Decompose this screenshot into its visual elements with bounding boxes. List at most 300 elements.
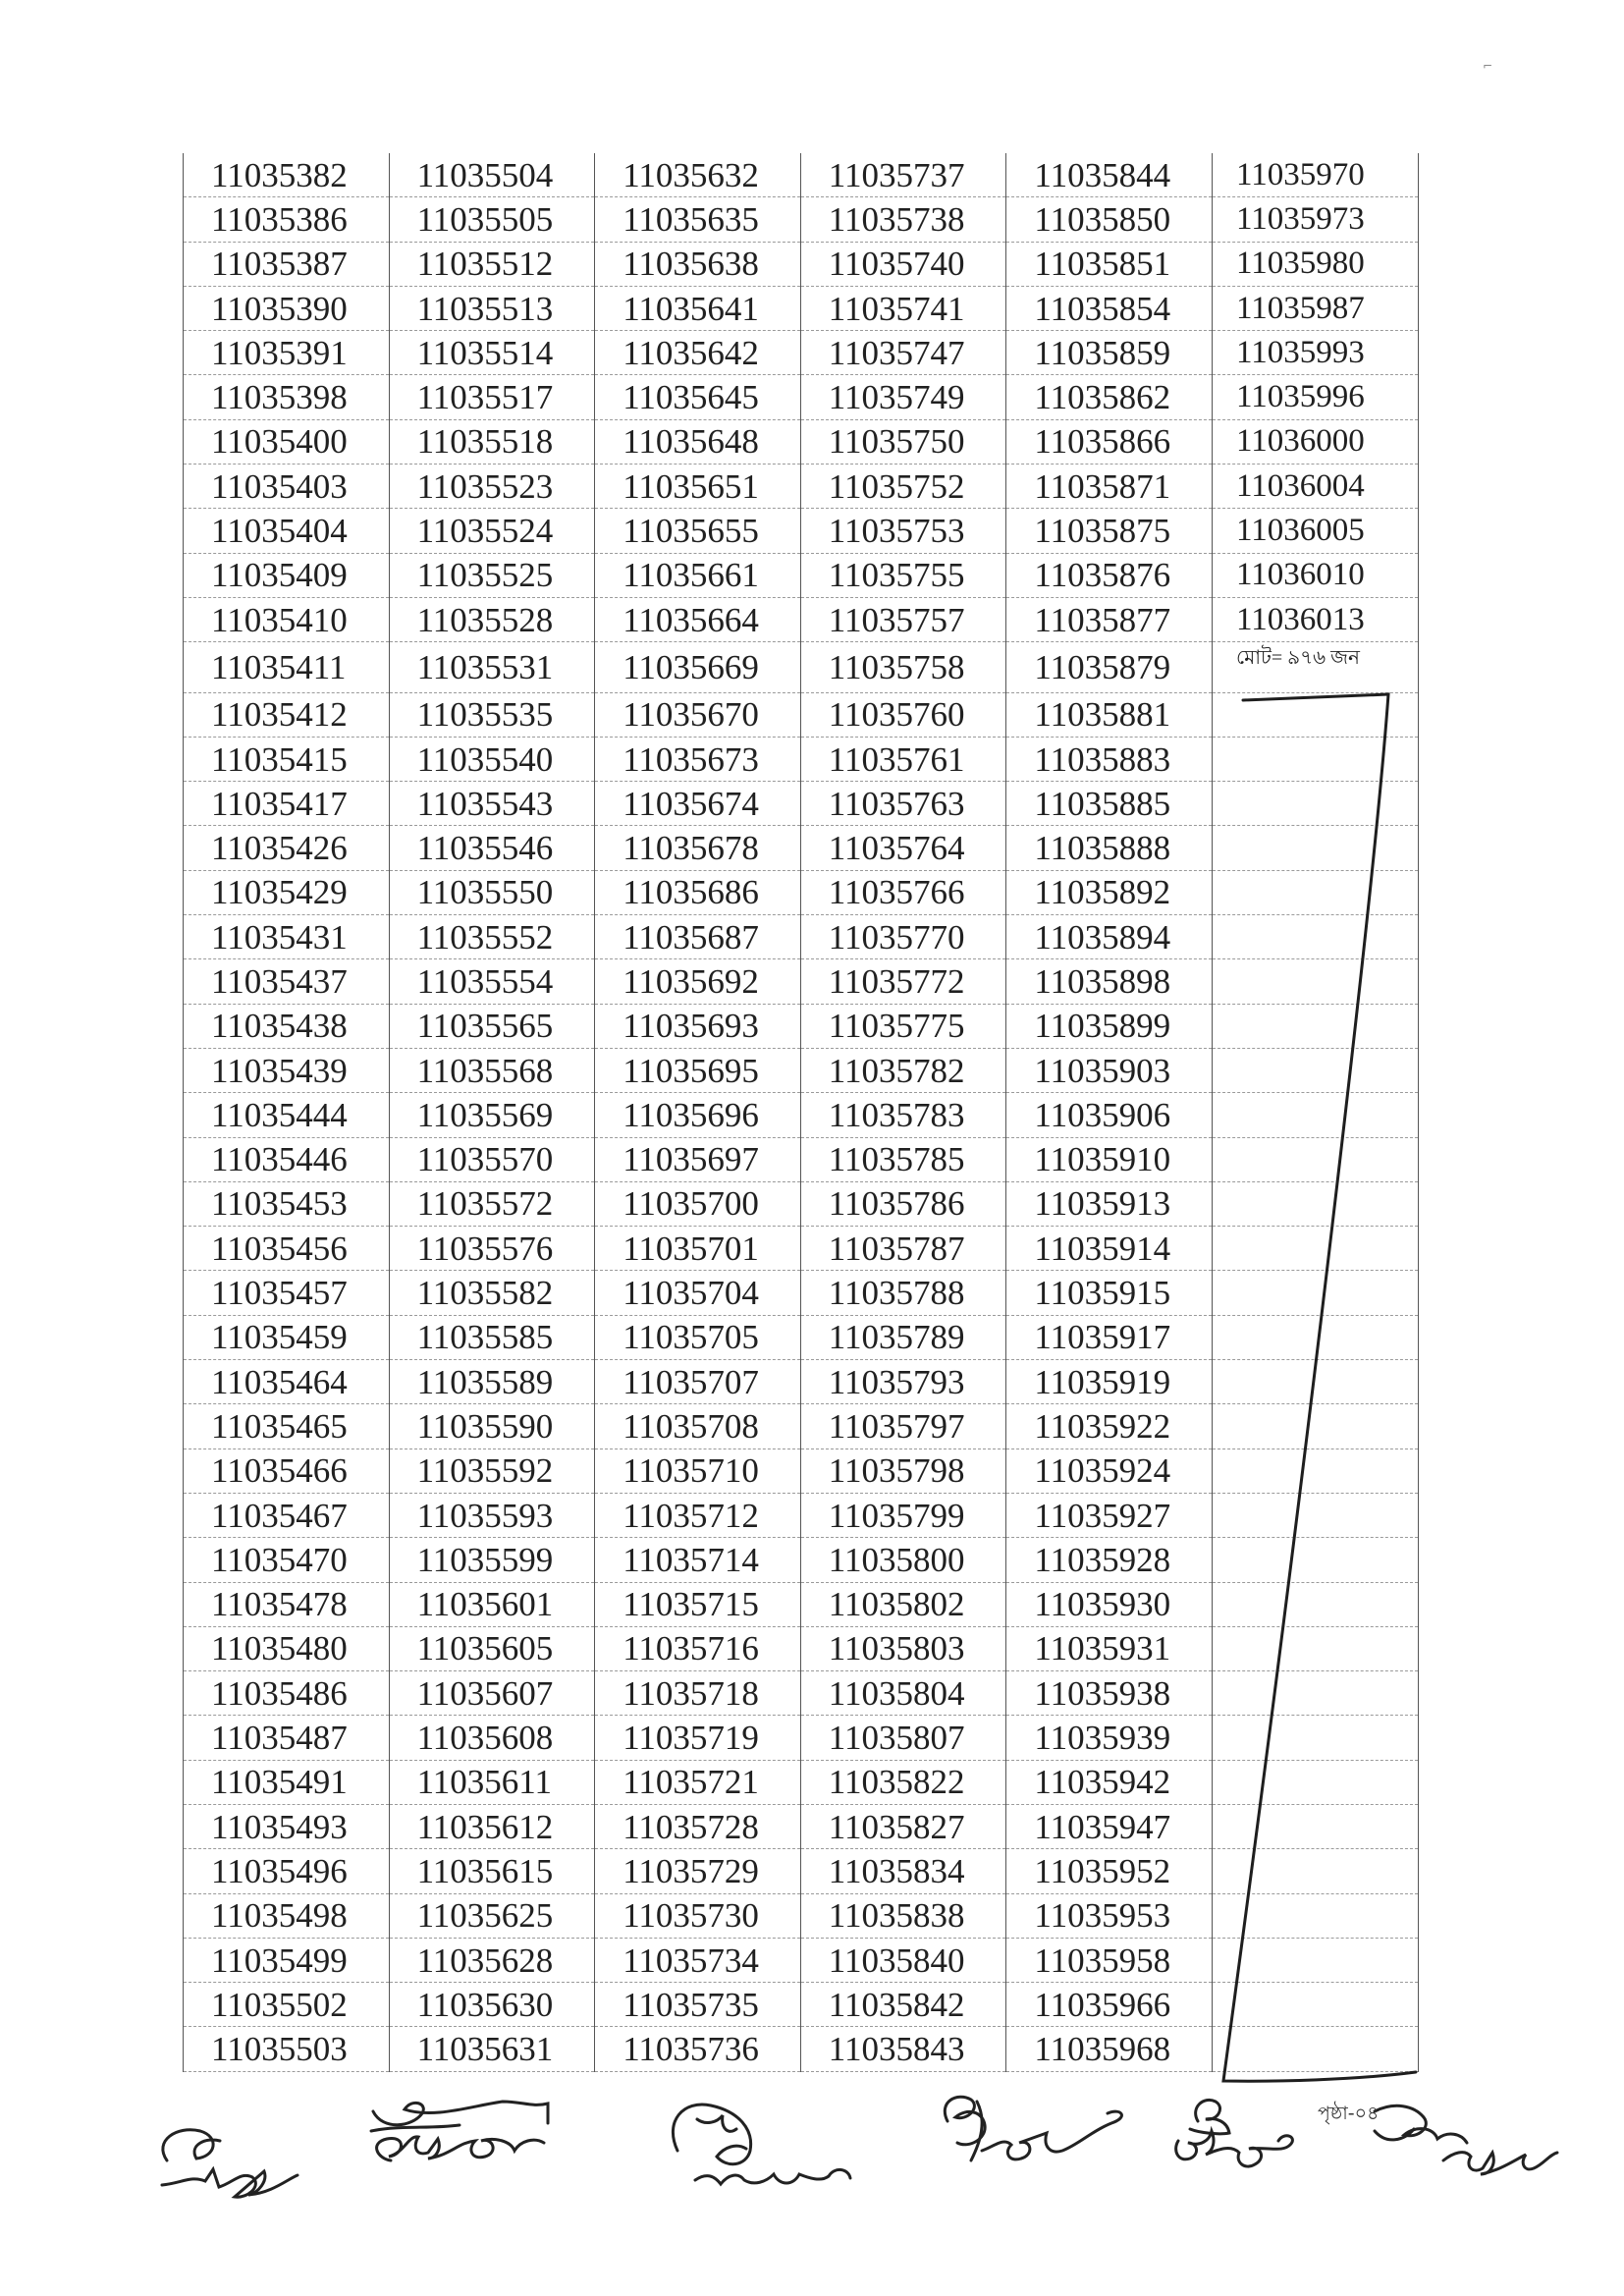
roll-number-cell: 11035410	[184, 597, 390, 641]
roll-number-cell: 11035523	[389, 465, 595, 509]
roll-number-cell: 11035942	[1006, 1760, 1213, 1804]
roll-number-cell: 11036000	[1212, 419, 1418, 464]
roll-number-cell: 11036010	[1212, 553, 1418, 597]
roll-number-cell: 11035554	[389, 959, 595, 1004]
roll-number-cell: 11035980	[1212, 242, 1418, 286]
roll-number-cell: 11035552	[389, 915, 595, 959]
roll-number-cell: 11035459	[184, 1315, 390, 1359]
roll-number-cell: 11035465	[184, 1404, 390, 1449]
roll-number-cell	[1212, 1181, 1418, 1226]
roll-number-cell: 11035585	[389, 1315, 595, 1359]
roll-number-cell: 11035525	[389, 553, 595, 597]
roll-number-cell: 11035862	[1006, 375, 1213, 419]
roll-number-cell: 11035788	[800, 1271, 1006, 1315]
roll-number-cell	[1212, 959, 1418, 1004]
roll-number-cell	[1212, 737, 1418, 781]
roll-number-cell: 11035669	[595, 642, 801, 692]
roll-number-cell: 11035569	[389, 1093, 595, 1137]
roll-number-cell: 11035628	[389, 1938, 595, 1982]
table-row	[184, 1137, 1419, 1181]
roll-number-cell: 11035707	[595, 1360, 801, 1404]
table-row	[184, 782, 1419, 826]
roll-number-cell: 11035914	[1006, 1227, 1213, 1271]
table-row	[184, 1582, 1419, 1626]
roll-number-cell: 11035467	[184, 1493, 390, 1537]
roll-number-cell: 11035716	[595, 1626, 801, 1670]
table-row	[184, 1626, 1419, 1670]
roll-number-cell	[1212, 692, 1418, 737]
roll-number-cell: 11035924	[1006, 1449, 1213, 1493]
roll-number-cell: 11035772	[800, 959, 1006, 1004]
roll-number-cell: 11035493	[184, 1804, 390, 1848]
roll-number-cell: 11035641	[595, 286, 801, 330]
roll-number-cell: 11035635	[595, 197, 801, 242]
roll-number-cell: 11035446	[184, 1137, 390, 1181]
table-row	[184, 692, 1419, 737]
roll-number-cell: 11035973	[1212, 197, 1418, 242]
roll-number-cell	[1212, 1626, 1418, 1670]
roll-number-cell: 11035486	[184, 1671, 390, 1716]
roll-number-cell: 11035470	[184, 1538, 390, 1582]
table-row	[184, 419, 1419, 464]
roll-number-cell: 11035700	[595, 1181, 801, 1226]
roll-number-cell: 11035747	[800, 331, 1006, 375]
roll-number-cell: 11035877	[1006, 597, 1213, 641]
roll-number-cell: 11035444	[184, 1093, 390, 1137]
roll-number-cell: 11035850	[1006, 197, 1213, 242]
roll-number-table	[183, 153, 1419, 2072]
table-row	[184, 286, 1419, 330]
roll-number-cell: 11035947	[1006, 1804, 1213, 1848]
roll-number-cell: 11035758	[800, 642, 1006, 692]
roll-number-cell: 11035400	[184, 419, 390, 464]
roll-number-cell: 11035770	[800, 915, 1006, 959]
roll-number-cell	[1212, 1404, 1418, 1449]
roll-number-cell: 11035737	[800, 153, 1006, 197]
roll-number-cell: 11035871	[1006, 465, 1213, 509]
roll-number-cell	[1212, 1893, 1418, 1938]
roll-number-cell: 11035927	[1006, 1493, 1213, 1537]
table-row	[184, 1493, 1419, 1537]
roll-number-cell: 11035696	[595, 1093, 801, 1137]
roll-number-cell: 11035958	[1006, 1938, 1213, 1982]
table-row	[184, 737, 1419, 781]
roll-number-cell: 11035851	[1006, 242, 1213, 286]
roll-number-cell: 11035888	[1006, 826, 1213, 870]
roll-number-cell: 11035931	[1006, 1626, 1213, 1670]
roll-number-cell: 11035783	[800, 1093, 1006, 1137]
roll-number-cell: 11035763	[800, 782, 1006, 826]
table-row	[184, 1360, 1419, 1404]
roll-number-cell: 11035599	[389, 1538, 595, 1582]
roll-number-cell	[1212, 782, 1418, 826]
roll-number-cell	[1212, 1137, 1418, 1181]
roll-number-cell: 11035738	[800, 197, 1006, 242]
roll-number-cell: 11035804	[800, 1671, 1006, 1716]
roll-number-cell: 11035608	[389, 1716, 595, 1760]
roll-number-cell: 11035752	[800, 465, 1006, 509]
roll-number-cell: 11035673	[595, 737, 801, 781]
roll-number-cell: 11035701	[595, 1227, 801, 1271]
roll-number-cell: 11035970	[1212, 153, 1418, 197]
roll-number-cell: 11035753	[800, 509, 1006, 553]
roll-number-cell: 11035391	[184, 331, 390, 375]
roll-number-cell: 11035417	[184, 782, 390, 826]
roll-number-cell: 11035648	[595, 419, 801, 464]
roll-number-cell: 11035906	[1006, 1093, 1213, 1137]
roll-number-cell: 11035601	[389, 1582, 595, 1626]
roll-number-cell: 11035721	[595, 1760, 801, 1804]
roll-number-cell: 11035415	[184, 737, 390, 781]
roll-number-cell: 11035875	[1006, 509, 1213, 553]
roll-number-cell: 11035705	[595, 1315, 801, 1359]
roll-number-cell: 11035822	[800, 1760, 1006, 1804]
table-row	[184, 1271, 1419, 1315]
roll-number-cell: 11035630	[389, 1983, 595, 2027]
signature-2	[371, 2102, 548, 2160]
roll-number-cell: 11035438	[184, 1004, 390, 1048]
roll-number-cell: 11035514	[389, 331, 595, 375]
roll-number-cell: 11035674	[595, 782, 801, 826]
roll-number-cell: 11035714	[595, 1538, 801, 1582]
table-row	[184, 1760, 1419, 1804]
roll-number-cell: 11035651	[595, 465, 801, 509]
roll-number-cell: 11035708	[595, 1404, 801, 1449]
roll-number-cell: 11035498	[184, 1893, 390, 1938]
roll-number-cell: 11035632	[595, 153, 801, 197]
roll-number-cell: 11035437	[184, 959, 390, 1004]
table-row	[184, 826, 1419, 870]
roll-number-cell: 11035761	[800, 737, 1006, 781]
table-row	[184, 1938, 1419, 1982]
table-row	[184, 1716, 1419, 1760]
roll-number-cell	[1212, 1004, 1418, 1048]
roll-number-cell: 11035439	[184, 1048, 390, 1092]
roll-number-cell: 11035464	[184, 1360, 390, 1404]
roll-number-cell: 11035426	[184, 826, 390, 870]
roll-number-cell: 11035919	[1006, 1360, 1213, 1404]
roll-number-cell: 11035607	[389, 1671, 595, 1716]
roll-number-cell: 11035625	[389, 1893, 595, 1938]
roll-number-cell: 11035589	[389, 1360, 595, 1404]
roll-number-cell	[1212, 1671, 1418, 1716]
table-row	[184, 197, 1419, 242]
table-row	[184, 553, 1419, 597]
roll-number-cell: 11035478	[184, 1582, 390, 1626]
roll-number-cell: 11035740	[800, 242, 1006, 286]
roll-number-cell	[1212, 870, 1418, 914]
roll-number-cell: 11035504	[389, 153, 595, 197]
roll-number-cell: 11035854	[1006, 286, 1213, 330]
table-row	[184, 870, 1419, 914]
table-row	[184, 959, 1419, 1004]
roll-number-cell: 11035457	[184, 1271, 390, 1315]
roll-number-cell: 11035798	[800, 1449, 1006, 1493]
table-row	[184, 915, 1419, 959]
roll-number-cell: 11035766	[800, 870, 1006, 914]
roll-number-cell: 11035615	[389, 1849, 595, 1893]
roll-number-cell: 11035987	[1212, 286, 1418, 330]
roll-number-cell: 11035645	[595, 375, 801, 419]
table-row	[184, 1093, 1419, 1137]
roll-number-cell: 11035842	[800, 1983, 1006, 2027]
table-row	[184, 2027, 1419, 2071]
roll-number-cell	[1212, 1804, 1418, 1848]
roll-number-cell: 11035638	[595, 242, 801, 286]
roll-number-cell: 11035903	[1006, 1048, 1213, 1092]
roll-number-cell: 11035565	[389, 1004, 595, 1048]
roll-number-cell	[1212, 1048, 1418, 1092]
roll-number-cell: 11035844	[1006, 153, 1213, 197]
roll-number-cell: 11035512	[389, 242, 595, 286]
roll-number-cell	[1212, 1983, 1418, 2027]
roll-number-cell: 11035678	[595, 826, 801, 870]
roll-number-cell: 11035996	[1212, 375, 1418, 419]
signature-1	[162, 2130, 298, 2197]
table-row	[184, 1449, 1419, 1493]
roll-number-cell: 11035491	[184, 1760, 390, 1804]
table-row	[184, 1404, 1419, 1449]
table-row	[184, 1538, 1419, 1582]
roll-number-cell	[1212, 915, 1418, 959]
roll-number-cell: 11035894	[1006, 915, 1213, 959]
roll-number-cell: 11035528	[389, 597, 595, 641]
roll-number-cell: 11035697	[595, 1137, 801, 1181]
roll-number-cell: 11036013	[1212, 597, 1418, 641]
roll-number-cell	[1212, 1271, 1418, 1315]
roll-number-cell: 11035686	[595, 870, 801, 914]
roll-number-cell: 11035885	[1006, 782, 1213, 826]
roll-number-cell: 11035687	[595, 915, 801, 959]
roll-number-cell: 11035952	[1006, 1849, 1213, 1893]
page-number: পৃষ্ঠা-০৪	[1318, 2103, 1380, 2124]
table-row	[184, 1671, 1419, 1716]
roll-number-cell: 11035466	[184, 1449, 390, 1493]
roll-number-cell: 11035390	[184, 286, 390, 330]
roll-number-cell: 11035928	[1006, 1538, 1213, 1582]
signature-6	[1375, 2105, 1557, 2174]
roll-number-cell: 11035764	[800, 826, 1006, 870]
roll-number-cell: 11035749	[800, 375, 1006, 419]
roll-number-cell: 11035593	[389, 1493, 595, 1537]
roll-number-cell: 11036004	[1212, 465, 1418, 509]
roll-number-cell: 11035387	[184, 242, 390, 286]
roll-number-cell: 11035735	[595, 1983, 801, 2027]
table-row	[184, 1181, 1419, 1226]
signature-5	[1176, 2100, 1293, 2166]
roll-number-cell: 11035799	[800, 1493, 1006, 1537]
roll-number-cell: 11035710	[595, 1449, 801, 1493]
roll-number-cell: 11035966	[1006, 1983, 1213, 2027]
roll-number-cell: 11035712	[595, 1493, 801, 1537]
roll-number-cell	[1212, 1760, 1418, 1804]
roll-number-cell: 11035605	[389, 1626, 595, 1670]
roll-number-cell: 11035827	[800, 1804, 1006, 1848]
roll-number-cell: 11035802	[800, 1582, 1006, 1626]
roll-number-cell: 11035800	[800, 1538, 1006, 1582]
roll-number-cell	[1212, 2027, 1418, 2071]
table-row	[184, 1048, 1419, 1092]
roll-number-cell: 11035693	[595, 1004, 801, 1048]
roll-number-cell: 11035755	[800, 553, 1006, 597]
roll-number-cell	[1212, 1582, 1418, 1626]
roll-number-cell: 11035429	[184, 870, 390, 914]
roll-number-cell: 11035661	[595, 553, 801, 597]
roll-number-cell: 11035524	[389, 509, 595, 553]
roll-number-cell: 11035499	[184, 1938, 390, 1982]
roll-number-cell: 11035785	[800, 1137, 1006, 1181]
roll-number-cell: 11035704	[595, 1271, 801, 1315]
roll-number-cell	[1212, 1315, 1418, 1359]
roll-number-cell: 11035782	[800, 1048, 1006, 1092]
roll-number-cell: 11035728	[595, 1804, 801, 1848]
roll-number-cell: 11035642	[595, 331, 801, 375]
roll-number-cell: 11035750	[800, 419, 1006, 464]
roll-number-cell: 11035793	[800, 1360, 1006, 1404]
roll-number-cell: 11035664	[595, 597, 801, 641]
roll-number-cell: 11035718	[595, 1671, 801, 1716]
roll-number-cell: 11035922	[1006, 1404, 1213, 1449]
roll-number-cell: 11035939	[1006, 1716, 1213, 1760]
roll-number-cell: 11035543	[389, 782, 595, 826]
roll-number-cell: 11035915	[1006, 1271, 1213, 1315]
signature-4	[945, 2097, 1121, 2160]
table-row	[184, 153, 1419, 197]
roll-number-cell: 11035404	[184, 509, 390, 553]
signature-3	[673, 2105, 850, 2184]
table-row	[184, 1893, 1419, 1938]
roll-number-cell: 11035611	[389, 1760, 595, 1804]
roll-number-cell: 11035789	[800, 1315, 1006, 1359]
roll-number-cell: 11035453	[184, 1181, 390, 1226]
roll-number-cell: 11035775	[800, 1004, 1006, 1048]
roll-number-cell: 11035531	[389, 642, 595, 692]
roll-number-cell: 11035757	[800, 597, 1006, 641]
roll-number-cell: 11035550	[389, 870, 595, 914]
roll-number-cell: 11035843	[800, 2027, 1006, 2071]
roll-number-cell: 11035715	[595, 1582, 801, 1626]
roll-number-cell: 11035729	[595, 1849, 801, 1893]
roll-number-cell: 11035386	[184, 197, 390, 242]
roll-number-cell: 11035993	[1212, 331, 1418, 375]
roll-number-cell: 11035398	[184, 375, 390, 419]
roll-number-cell: 11035572	[389, 1181, 595, 1226]
roll-number-cell	[1212, 1538, 1418, 1582]
roll-number-cell: 11035760	[800, 692, 1006, 737]
roll-number-cell: 11035938	[1006, 1671, 1213, 1716]
table-row	[184, 242, 1419, 286]
roll-number-cell: 11035910	[1006, 1137, 1213, 1181]
table-row	[184, 1315, 1419, 1359]
roll-number-cell: 11035883	[1006, 737, 1213, 781]
roll-number-cell: 11035631	[389, 2027, 595, 2071]
roll-number-cell: 11035803	[800, 1626, 1006, 1670]
roll-number-cell: 11035719	[595, 1716, 801, 1760]
roll-number-cell: 11035787	[800, 1227, 1006, 1271]
roll-number-cell	[1212, 1716, 1418, 1760]
roll-number-cell: 11035505	[389, 197, 595, 242]
roll-number-cell: 11035840	[800, 1938, 1006, 1982]
roll-number-cell: 11035496	[184, 1849, 390, 1893]
roll-number-cell: 11035480	[184, 1626, 390, 1670]
roll-number-cell: 11035431	[184, 915, 390, 959]
roll-number-cell: 11035411	[184, 642, 390, 692]
table-row	[184, 1983, 1419, 2027]
roll-number-cell: 11035741	[800, 286, 1006, 330]
roll-number-cell: 11035568	[389, 1048, 595, 1092]
roll-number-cell: 11035582	[389, 1271, 595, 1315]
roll-number-cell: 11035612	[389, 1804, 595, 1848]
roll-number-cell: 11035692	[595, 959, 801, 1004]
table-row	[184, 465, 1419, 509]
table-row	[184, 1804, 1419, 1848]
roll-number-cell	[1212, 826, 1418, 870]
roll-number-cell: 11035670	[595, 692, 801, 737]
roll-number-cell: 11035409	[184, 553, 390, 597]
roll-number-cell: 11035834	[800, 1849, 1006, 1893]
roll-number-cell: 11035968	[1006, 2027, 1213, 2071]
table-row	[184, 1227, 1419, 1271]
roll-number-cell	[1212, 1227, 1418, 1271]
roll-number-cell: 11035576	[389, 1227, 595, 1271]
roll-number-cell: 11035503	[184, 2027, 390, 2071]
roll-number-cell: 11035913	[1006, 1181, 1213, 1226]
roll-number-cell: 11035655	[595, 509, 801, 553]
table-row	[184, 375, 1419, 419]
roll-number-cell: 11035546	[389, 826, 595, 870]
roll-number-cell: 11035859	[1006, 331, 1213, 375]
total-note: মোট= ৯৭৬ জন	[1212, 642, 1418, 692]
roll-number-cell	[1212, 1493, 1418, 1537]
roll-number-cell: 11035838	[800, 1893, 1006, 1938]
roll-number-cell: 11035456	[184, 1227, 390, 1271]
roll-number-cell: 11035898	[1006, 959, 1213, 1004]
roll-number-cell	[1212, 1093, 1418, 1137]
roll-number-cell: 11035786	[800, 1181, 1006, 1226]
table-row	[184, 331, 1419, 375]
roll-number-cell: 11035382	[184, 153, 390, 197]
roll-number-cell: 11035930	[1006, 1582, 1213, 1626]
roll-number-cell: 11035953	[1006, 1893, 1213, 1938]
table-row	[184, 1849, 1419, 1893]
scan-mark: ⌐	[1483, 59, 1493, 73]
roll-number-cell: 11035695	[595, 1048, 801, 1092]
roll-number-cell: 11035899	[1006, 1004, 1213, 1048]
roll-number-cell: 11035487	[184, 1716, 390, 1760]
roll-number-cell	[1212, 1849, 1418, 1893]
roll-number-cell: 11035734	[595, 1938, 801, 1982]
roll-number-cell: 11036005	[1212, 509, 1418, 553]
roll-number-cell: 11035513	[389, 286, 595, 330]
roll-number-cell: 11035590	[389, 1404, 595, 1449]
roll-number-cell: 11035797	[800, 1404, 1006, 1449]
roll-number-cell: 11035807	[800, 1716, 1006, 1760]
roll-number-cell: 11035502	[184, 1983, 390, 2027]
table-row	[184, 509, 1419, 553]
roll-number-cell	[1212, 1360, 1418, 1404]
roll-number-cell: 11035403	[184, 465, 390, 509]
roll-number-cell: 11035540	[389, 737, 595, 781]
roll-number-cell: 11035535	[389, 692, 595, 737]
table-row	[184, 1004, 1419, 1048]
roll-number-cell: 11035866	[1006, 419, 1213, 464]
roll-number-cell: 11035518	[389, 419, 595, 464]
roll-number-cell: 11035412	[184, 692, 390, 737]
roll-number-cell: 11035892	[1006, 870, 1213, 914]
roll-number-cell: 11035517	[389, 375, 595, 419]
roll-number-cell: 11035917	[1006, 1315, 1213, 1359]
roll-number-cell: 11035879	[1006, 642, 1213, 692]
